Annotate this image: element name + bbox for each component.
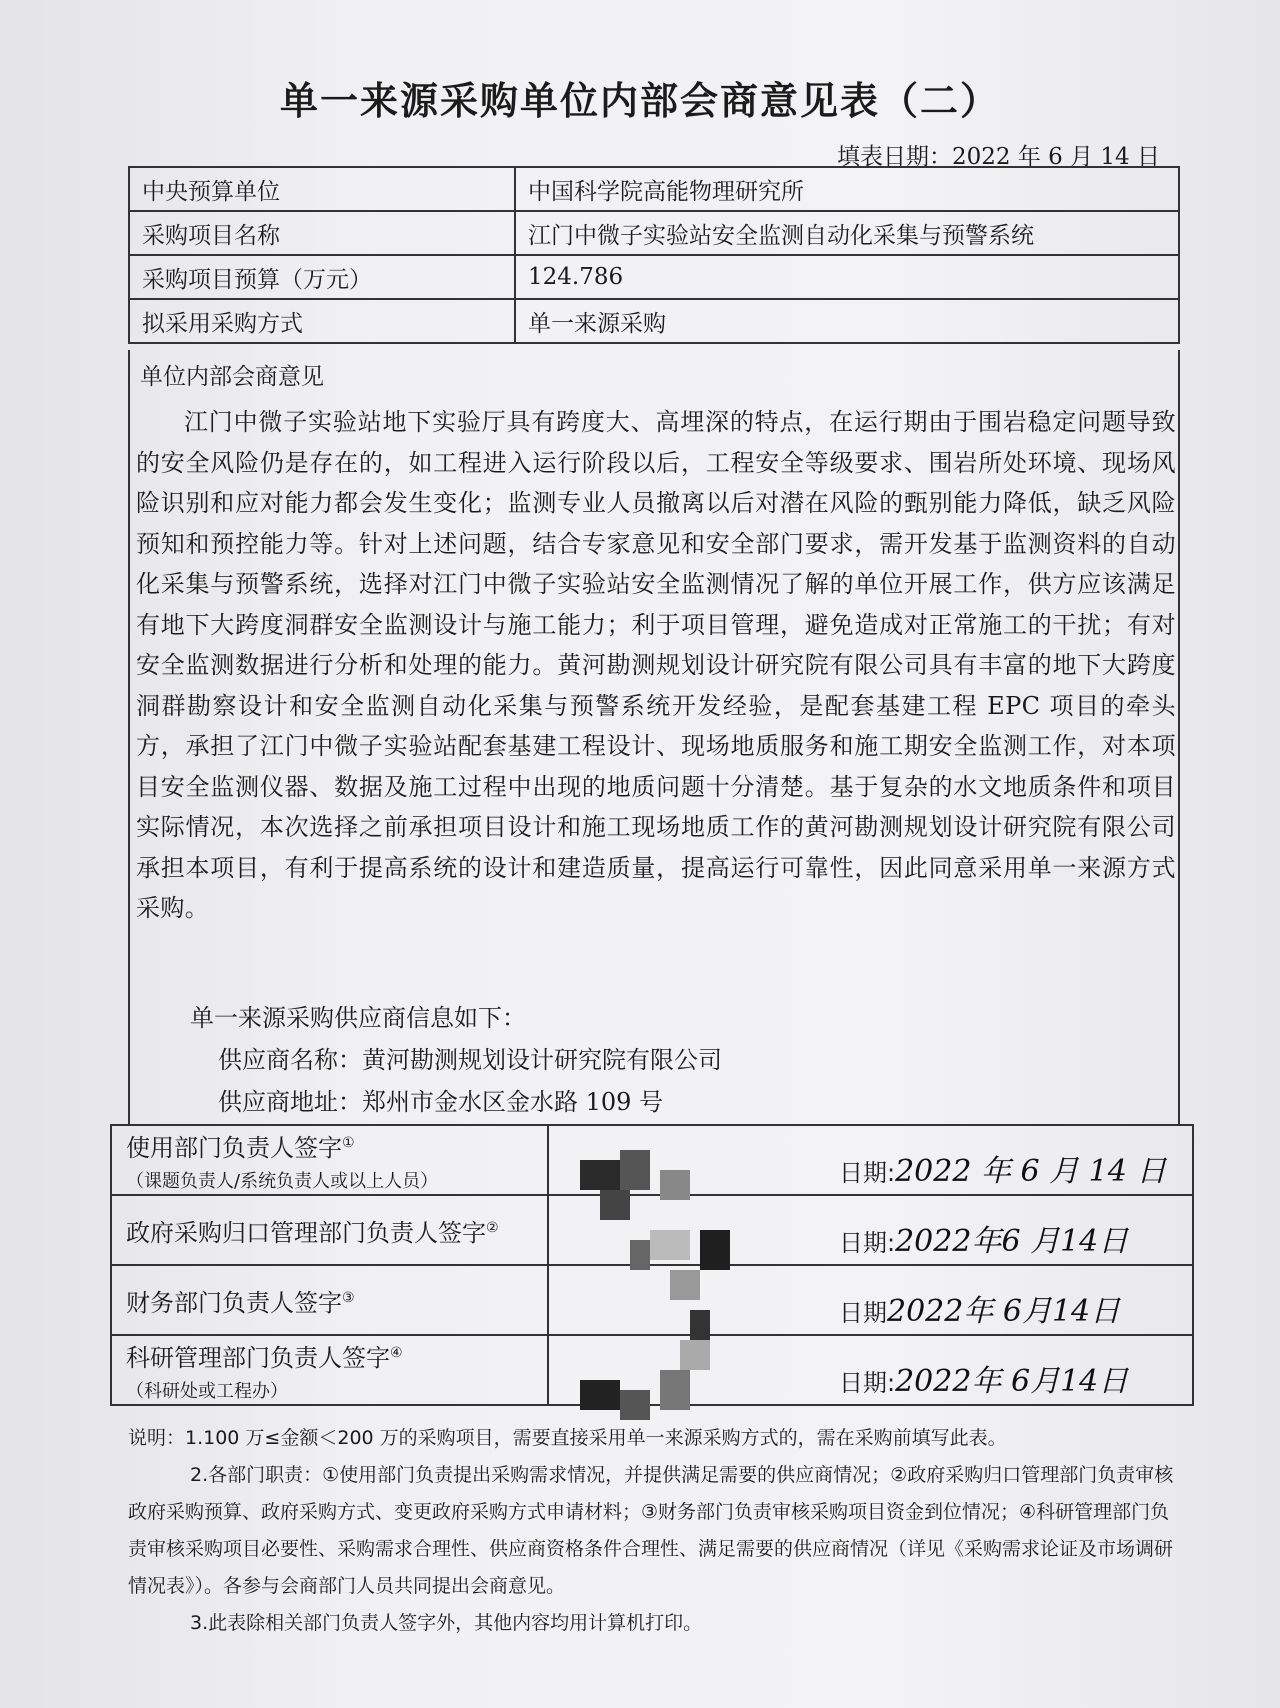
signature-role	[111, 1265, 548, 1335]
field-label: 拟采用采购方式	[129, 299, 515, 343]
date-label: 日期2022年 6月14日	[839, 1294, 1121, 1329]
handwritten-date: 2022 年 6 月 14 日	[895, 1154, 1167, 1189]
handwritten-date: 2022年 6月14日	[895, 1364, 1129, 1399]
footnote-mark: ①	[342, 1134, 355, 1151]
supplier-address: 供应商地址：郑州市金水区金水路 109 号	[218, 1088, 664, 1116]
redacted-signatures	[560, 1130, 740, 1430]
note-item: 3.此表除相关部门负责人签字外，其他内容均用计算机打印。	[190, 1612, 703, 1634]
field-value: 单一来源采购	[515, 299, 1179, 343]
date-label: 日期:2022年6 月14日	[839, 1224, 1129, 1259]
role-label: 政府采购归口管理部门负责人签字	[126, 1218, 486, 1247]
field-value: 中国科学院高能物理研究所	[515, 167, 1179, 211]
opinion-section	[128, 350, 1180, 1126]
footnote-mark: ②	[486, 1219, 499, 1236]
role-subtitle: （科研处或工程办）	[126, 1380, 288, 1402]
role-label: 科研管理部门负责人签字	[126, 1343, 390, 1372]
signature-role	[111, 1195, 548, 1265]
note-item: 2.各部门职责：①使用部门负责提出采购需求情况，并提供满足需要的供应商情况；②政府采购归口管理部门负责审核政府采购预算、政府采购方式、变更政府采购方式申请材料；③财务部门负责审核采购项目资金到位情况；④科研管理部门负责审核采购项目必要性、采购需求合理性、供应商资格条件合理性、满足需要的供应商情况（详见《采购需求论证及市场调研情况表》）。各参与会商部门人员共同提出会商意见。	[128, 1464, 1174, 1597]
project-info-table	[128, 166, 1180, 344]
role-label: 使用部门负责人签字	[126, 1133, 342, 1162]
supplier-heading: 单一来源采购供应商信息如下：	[190, 1004, 526, 1032]
signature-role	[111, 1335, 548, 1405]
date-label: 日期:2022 年 6 月 14 日	[839, 1154, 1167, 1189]
field-label: 中央预算单位	[129, 167, 515, 211]
date-label: 日期:2022年 6月14日	[839, 1364, 1129, 1399]
handwritten-date: 2022年 6月14日	[887, 1294, 1121, 1329]
opinion-heading: 单位内部会商意见	[140, 364, 324, 390]
field-label: 采购项目名称	[129, 211, 515, 255]
field-label: 采购项目预算（万元）	[129, 255, 515, 299]
notes-section	[128, 1420, 1188, 1642]
handwritten-date: 2022年6 月14日	[895, 1224, 1129, 1259]
table-row	[129, 255, 1179, 299]
document-title: 单一来源采购单位内部会商意见表（二）	[279, 79, 1000, 123]
opinion-body: 江门中微子实验站地下实验厅具有跨度大、高埋深的特点，在运行期由于围岩稳定问题导致的安全风险仍是存在的，如工程进入运行阶段以后，工程安全等级要求、围岩所处环境、现场风险识别和应对能力都会发生变化；监测专业人员撤离以后对潜在风险的甄别能力降低，缺乏风险预知和预控能力等。针对上述问题，结合专家意见和安全部门要求，需开发基于监测资料的自动化采集与预警系统，选择对江门中微子实验站安全监测情况了解的单位开展工作，供方应该满足有地下大跨度洞群安全监测设计与施工能力；利于项目管理，避免造成对正常施工的干扰；有对安全监测数据进行分析和处理的能力。黄河勘测规划设计研究院有限公司具有丰富的地下大跨度洞群勘察设计和安全监测自动化采集与预警系统开发经验，是配套基建工程 EPC 项目的牵头方，承担了江门中微子实验站配套基建工程设计、现场地质服务和施工期安全监测工作，对本项目安全监测仪器、数据及施工过程中出现的地质问题十分清楚。基于复杂的水文地质条件和项目实际情况，本次选择之前承担项目设计和施工现场地质工作的黄河勘测规划设计研究院有限公司承担本项目，有利于提高系统的设计和建造质量，提高运行可靠性，因此同意采用单一来源方式采购。	[136, 408, 1176, 922]
table-row	[129, 167, 1179, 211]
note-item: 说明：1.100 万≤金额＜200 万的采购项目，需要直接采用单一来源采购方式的，需在采购前填写此表。	[128, 1427, 1007, 1449]
fill-date: 填表日期：2022 年 6 月 14 日	[837, 144, 1160, 170]
signature-role	[111, 1125, 548, 1195]
table-row	[129, 211, 1179, 255]
field-value: 124.786	[515, 255, 1179, 299]
footnote-mark: ④	[390, 1344, 403, 1361]
role-subtitle: （课题负责人/系统负责人或以上人员）	[126, 1170, 439, 1192]
supplier-name: 供应商名称：黄河勘测规划设计研究院有限公司	[218, 1046, 722, 1074]
table-row	[129, 299, 1179, 343]
field-value: 江门中微子实验站安全监测自动化采集与预警系统	[515, 211, 1179, 255]
footnote-mark: ③	[342, 1289, 355, 1306]
role-label: 财务部门负责人签字	[126, 1288, 342, 1317]
